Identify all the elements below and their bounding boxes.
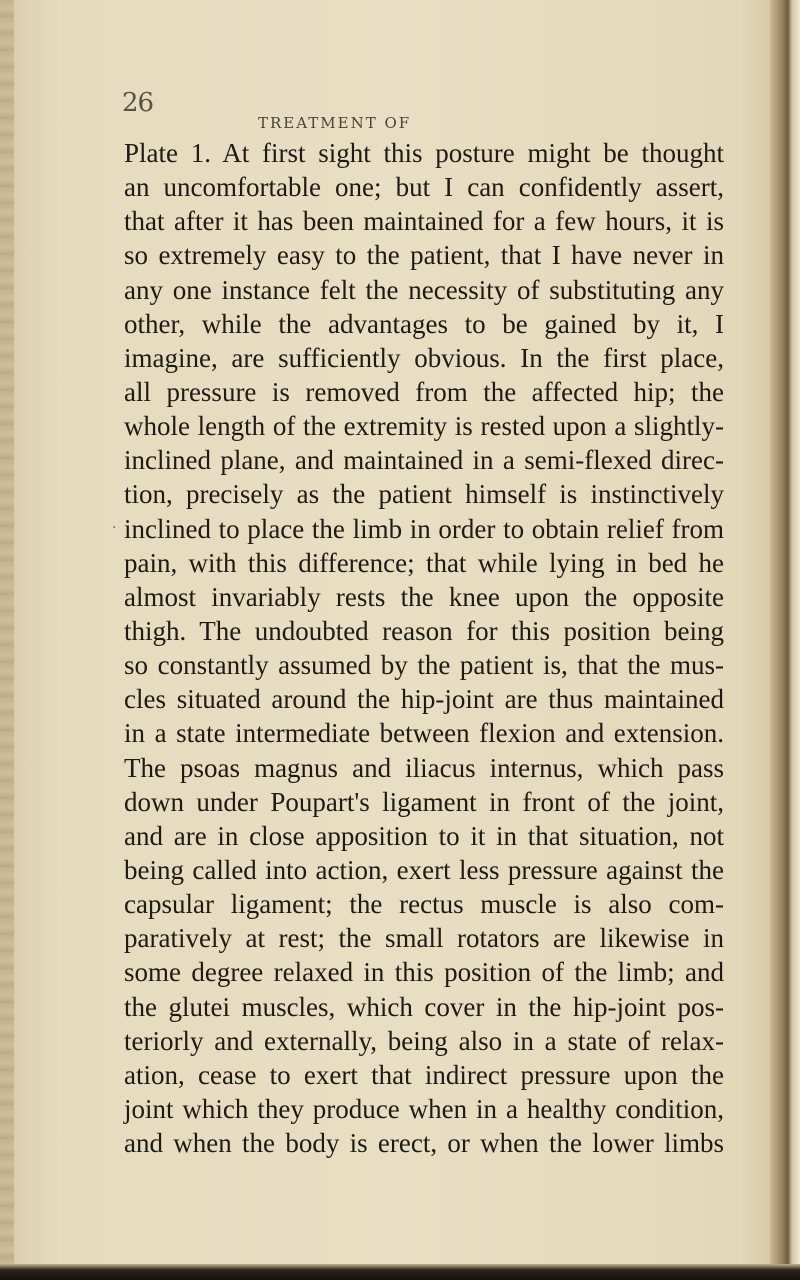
margin-mark: . — [112, 516, 117, 532]
page-edge — [770, 0, 800, 1280]
text-line: teriorly and externally, being also in a state of relax- — [124, 1025, 724, 1056]
text-line: all pressure is removed from the affected hip; the — [124, 376, 724, 407]
text-line: cles situated around the hip-joint are thus maintained — [124, 684, 724, 715]
text-line: an uncomfortable one; but I can confidently assert, — [124, 172, 724, 203]
text-line: almost invariably rests the knee upon the opposite — [124, 581, 724, 612]
text-line: down under Poupart's ligament in front of the joint, — [124, 786, 724, 817]
text-line: tion, precisely as the patient himself is instinctively — [124, 479, 724, 510]
text-line: the glutei muscles, which cover in the hip-joint pos- — [124, 991, 724, 1022]
body-text — [124, 136, 724, 1160]
text-line: ation, cease to exert that indirect pressure upon the — [124, 1059, 724, 1090]
text-line: that after it has been maintained for a few hours, it is — [124, 206, 724, 237]
running-head: TREATMENT OF — [258, 114, 412, 132]
text-line: so extremely easy to the patient, that I have never in — [124, 240, 724, 271]
text-line: joint which they produce when in a healthy condition, — [124, 1093, 724, 1124]
text-line: capsular ligament; the rectus muscle is also com- — [124, 889, 724, 920]
text-line: inclined plane, and maintained in a semi-flexed direc- — [124, 445, 724, 476]
text-line: whole length of the extremity is rested upon a slightly- — [124, 411, 724, 442]
text-line: The psoas magnus and iliacus internus, which pass — [124, 752, 724, 783]
page-number: 26 — [122, 88, 154, 118]
text-line: Plate 1. At first sight this posture might be thought — [124, 138, 724, 168]
text-line: pain, with this difference; that while lying in bed he — [124, 547, 724, 578]
text-line: so constantly assumed by the patient is, that the mus- — [124, 650, 724, 681]
text-line: paratively at rest; the small rotators are likewise in — [124, 923, 724, 954]
text-line: in a state intermediate between flexion and extension. — [124, 718, 724, 749]
page-gutter — [0, 0, 14, 1280]
scan-bottom-edge — [0, 1264, 800, 1280]
text-line: other, while the advantages to be gained by it, I — [124, 308, 724, 339]
text-line: any one instance felt the necessity of substituting any — [124, 274, 724, 305]
text-line: inclined to place the limb in order to obtain relief from — [124, 513, 724, 544]
text-line: thigh. The undoubted reason for this position being — [124, 615, 724, 646]
text-line: being called into action, exert less pressure against the — [124, 854, 724, 885]
text-line: and are in close apposition to it in that situation, not — [124, 820, 724, 851]
text-line: and when the body is erect, or when the lower limbs — [124, 1128, 724, 1159]
text-line: imagine, are sufficiently obvious. In the first place, — [124, 342, 724, 373]
text-line: some degree relaxed in this position of the limb; and — [124, 957, 724, 988]
